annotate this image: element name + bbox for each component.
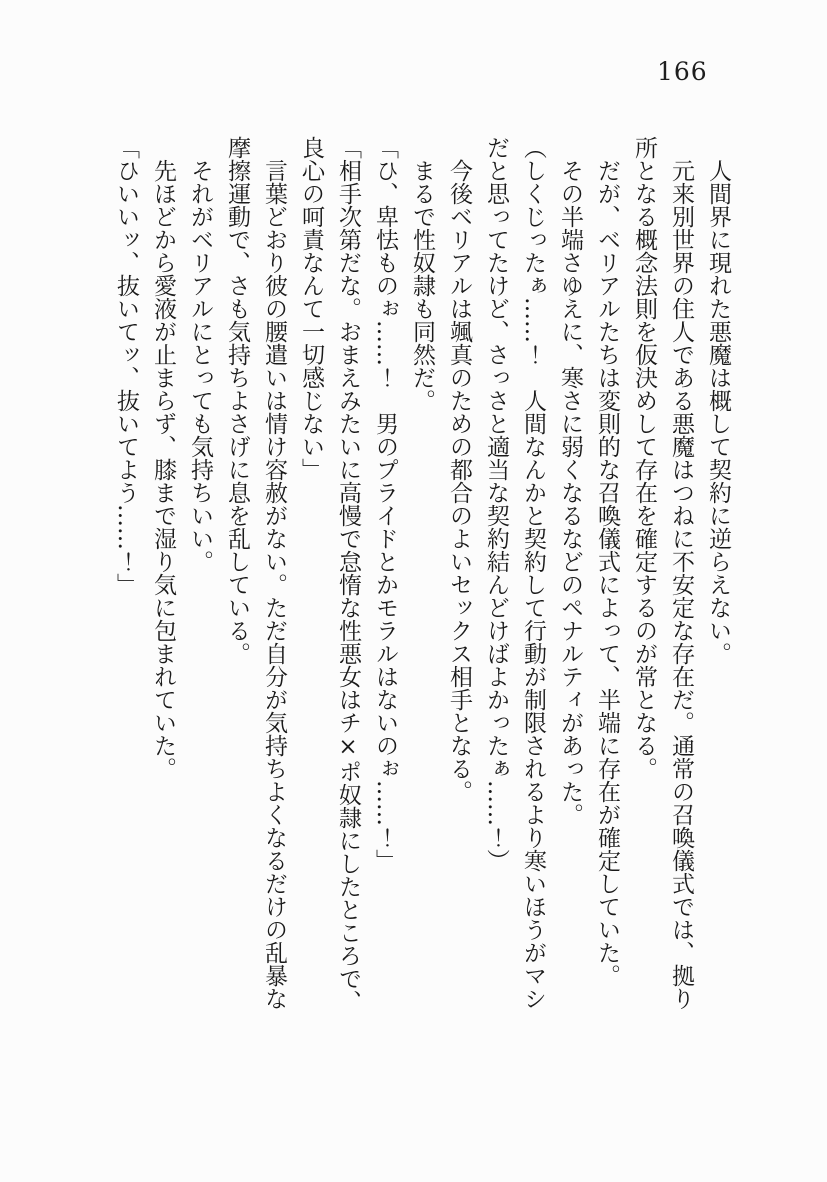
text-body: [104, 136, 736, 1016]
paragraph: 言葉どおり彼の腰遣いは情け容赦がない。ただ自分が気持ちよくなるだけの乱暴な摩擦運動で、さも気持ちよさげに息を乱している。: [224, 136, 287, 1010]
paragraph: それがベリアルにとっても気持ちいい。: [187, 159, 213, 573]
paragraph: まるで性奴隷も同然だ。: [409, 159, 435, 412]
paragraph: 今後ベリアルは颯真のための都合のよいセックス相手となる。: [446, 159, 472, 803]
paragraph: 元来別世界の住人である悪魔はつねに不安定な存在だ。通常の召喚儀式では、拠り所となる概念法則を仮決めして存在を確定するのが常となる。: [631, 136, 694, 1010]
paragraph: （しくじったぁ……！ 人間なんかと契約して行動が制限されるより寒いほうがマシだと思ってたけど、さっさと適当な契約結んどけばよかったぁ……！）: [483, 136, 546, 1010]
paragraph: 人間界に現れた悪魔は概して契約に逆らえない。: [705, 159, 731, 665]
paragraph: その半端さゆえに、寒さに弱くなるなどのペナルティがあった。: [557, 159, 583, 826]
paragraph: 「ひいいッ、抜いてッ、抜いてよう……！」: [113, 136, 139, 596]
paragraph: 「ひ、卑怯ものぉ……！ 男のプライドとかモラルはないのぉ……！」: [372, 136, 398, 872]
paragraph: だが、ベリアルたちは変則的な召喚儀式によって、半端に存在が確定していた。: [594, 159, 620, 987]
paragraph: 先ほどから愛液が止まらず、膝まで湿り気に包まれていた。: [150, 159, 176, 780]
page-number: 166: [657, 57, 708, 86]
paragraph: 「相手次第だな。おまえみたいに高慢で怠惰な性悪女はチ×ポ奴隷にしたところで、良心の呵責なんて一切感じない」: [298, 136, 361, 1013]
